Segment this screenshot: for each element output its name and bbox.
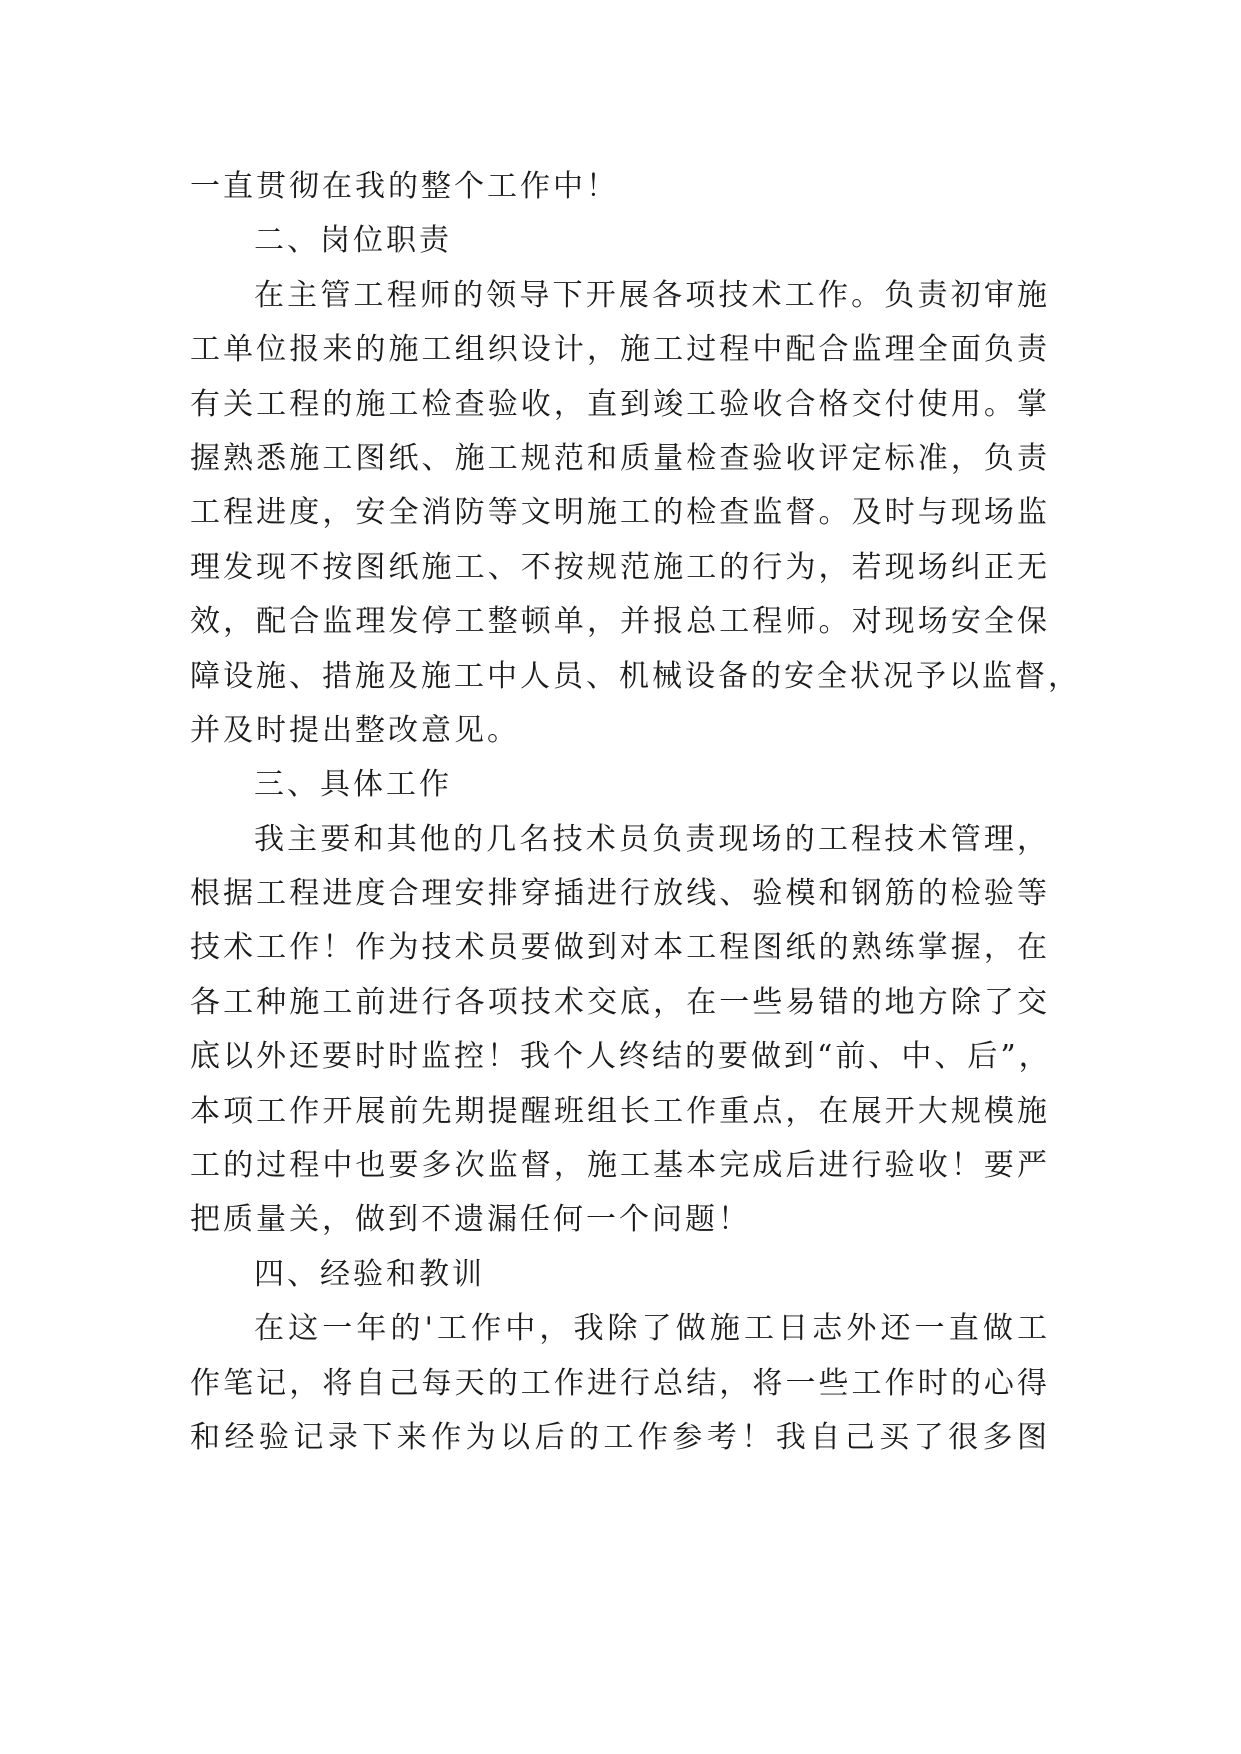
paragraph-line: 工的过程中也要多次监督，施工基本完成后进行验收！要严 (190, 1148, 1050, 1184)
paragraph-line: 把质量关，做到不遗漏任何一个问题！ (190, 1202, 751, 1238)
paragraph-line: 效，配合监理发停工整顿单，并报总工程师。对现场安全保 (190, 604, 1050, 640)
document-body (190, 160, 1081, 1465)
paragraph-line: 障设施、措施及施工中人员、机械设备的安全状况予以监督， (190, 658, 1081, 694)
paragraph-line: 我主要和其他的几名技术员负责现场的工程技术管理， (254, 821, 1050, 857)
paragraph-line: 和经验记录下来作为以后的工作参考！我自己买了很多图 (190, 1419, 1050, 1455)
paragraph-line: 技术工作！作为技术员要做到对本工程图纸的熟练掌握，在 (190, 930, 1050, 966)
paragraph-line: 底以外还要时时监控！我个人终结的要做到“前、中、后”， (190, 1039, 1052, 1075)
section-heading-specific-work: 三、具体工作 (254, 767, 452, 803)
paragraph-line: 握熟悉施工图纸、施工规范和质量检查验收评定标准，负责 (190, 440, 1050, 476)
paragraph-line: 有关工程的施工检查验收，直到竣工验收合格交付使用。掌 (190, 386, 1050, 422)
paragraph-line: 本项工作开展前先期提醒班组长工作重点，在展开大规模施 (190, 1093, 1050, 1129)
paragraph-line: 在主管工程师的领导下开展各项技术工作。负责初审施 (254, 277, 1050, 313)
paragraph-line: 在这一年的'工作中，我除了做施工日志外还一直做工 (254, 1311, 1050, 1347)
paragraph-line: 各工种施工前进行各项技术交底，在一些易错的地方除了交 (190, 984, 1050, 1020)
paragraph-line: 作笔记，将自己每天的工作进行总结，将一些工作时的心得 (190, 1365, 1050, 1401)
intro-line: 一直贯彻在我的整个工作中！ (190, 169, 619, 204)
paragraph-line: 并及时提出整改意见。 (190, 712, 520, 748)
section-heading-lessons: 四、经验和教训 (254, 1256, 485, 1292)
section-heading-duties: 二、岗位职责 (254, 223, 452, 259)
paragraph-line: 工单位报来的施工组织设计，施工过程中配合监理全面负责 (190, 332, 1050, 368)
paragraph-line: 理发现不按图纸施工、不按规范施工的行为，若现场纠正无 (190, 549, 1050, 585)
paragraph-line: 根据工程进度合理安排穿插进行放线、验模和钢筋的检验等 (190, 876, 1050, 912)
paragraph-line: 工程进度，安全消防等文明施工的检查监督。及时与现场监 (190, 495, 1050, 531)
